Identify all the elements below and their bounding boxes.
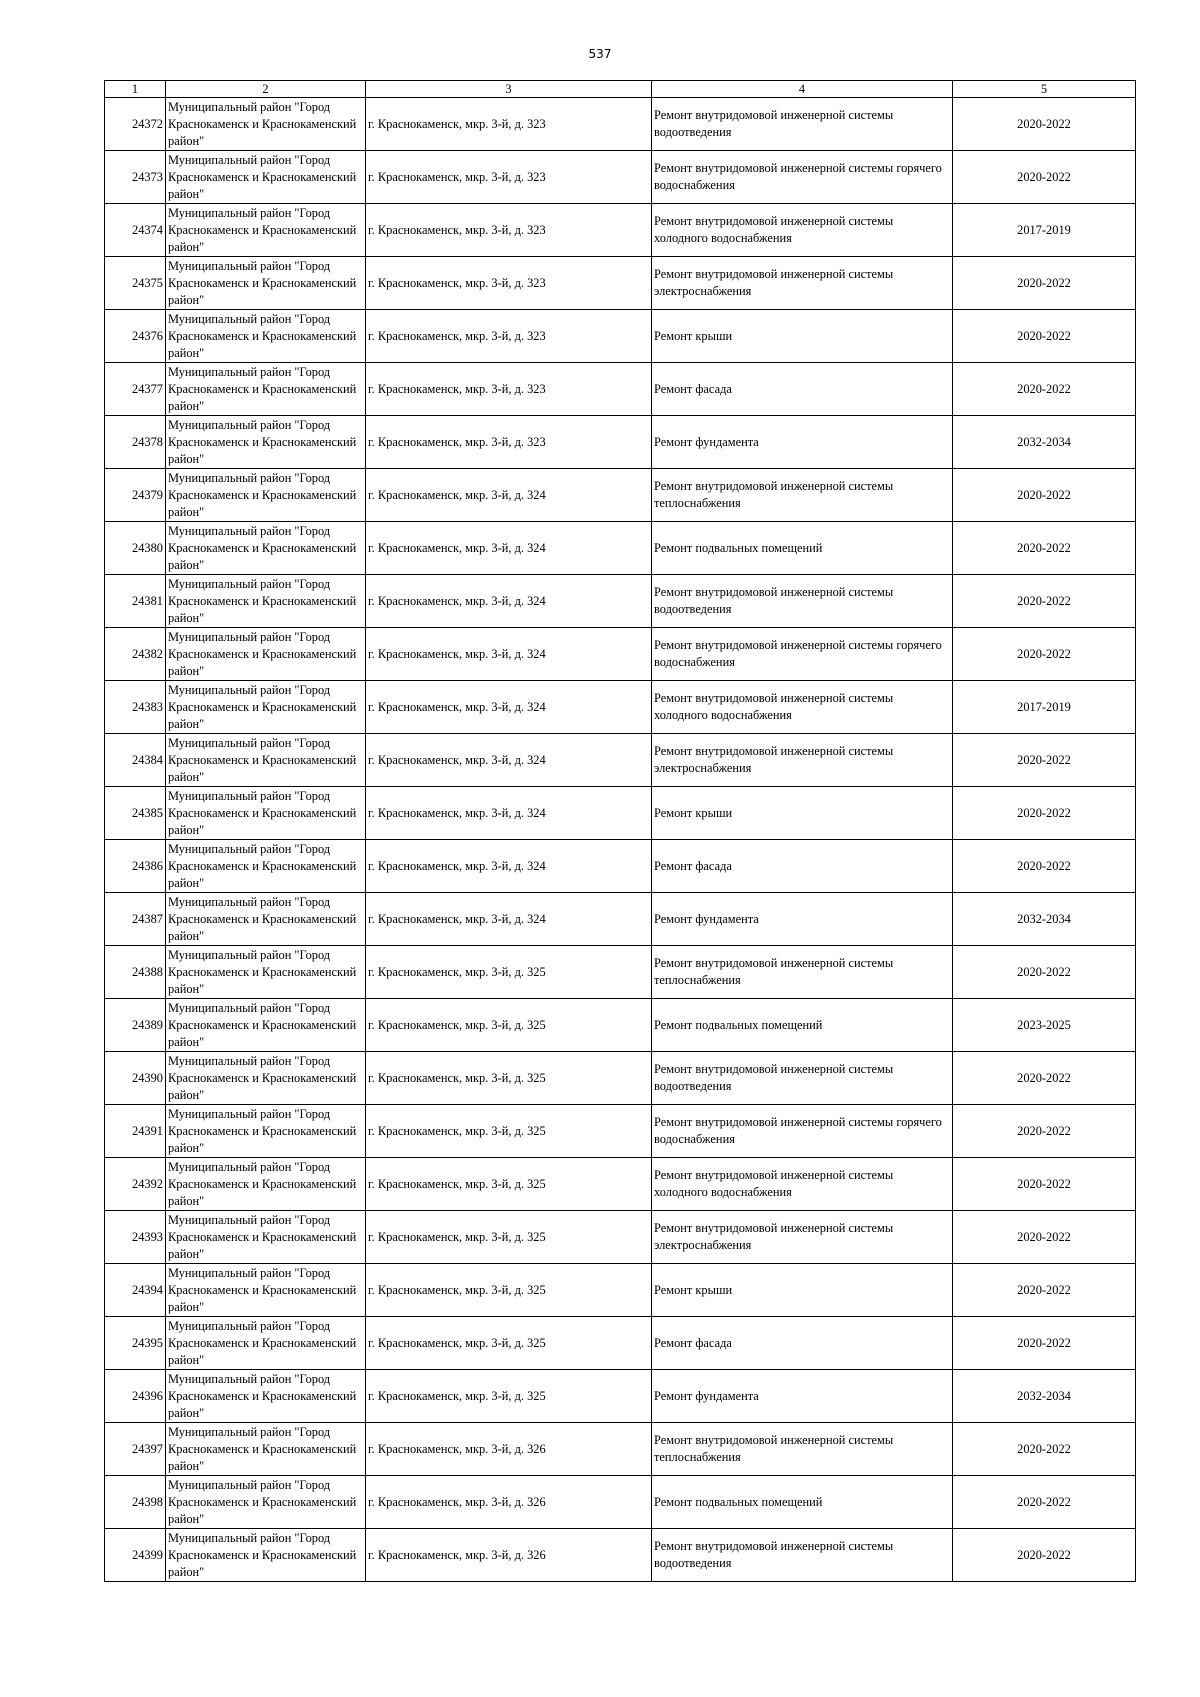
row-number: 24399: [105, 1529, 166, 1582]
work-type-cell: Ремонт внутридомовой инженерной системы водоотведения: [652, 1052, 953, 1105]
work-type-cell: Ремонт внутридомовой инженерной системы горячего водоснабжения: [652, 151, 953, 204]
municipality-cell: Муниципальный район "Город Краснокаменск и Краснокаменский район": [166, 151, 366, 204]
table-row: [105, 681, 1136, 734]
work-type-cell: Ремонт крыши: [652, 1264, 953, 1317]
period-cell: 2020-2022: [953, 1105, 1136, 1158]
period-cell: 2020-2022: [953, 1423, 1136, 1476]
work-type-cell: Ремонт фасада: [652, 840, 953, 893]
address-cell: г. Краснокаменск, мкр. 3-й, д. 323: [366, 310, 652, 363]
address-cell: г. Краснокаменск, мкр. 3-й, д. 324: [366, 734, 652, 787]
table-row: [105, 416, 1136, 469]
period-cell: 2020-2022: [953, 522, 1136, 575]
work-type-cell: Ремонт внутридомовой инженерной системы электроснабжения: [652, 734, 953, 787]
address-cell: г. Краснокаменск, мкр. 3-й, д. 324: [366, 522, 652, 575]
table-row: [105, 999, 1136, 1052]
row-number: 24397: [105, 1423, 166, 1476]
row-number: 24398: [105, 1476, 166, 1529]
column-header-5: 5: [953, 81, 1136, 98]
table-row: [105, 363, 1136, 416]
row-number: 24396: [105, 1370, 166, 1423]
table-row: [105, 1529, 1136, 1582]
period-cell: 2020-2022: [953, 1052, 1136, 1105]
address-cell: г. Краснокаменск, мкр. 3-й, д. 324: [366, 681, 652, 734]
work-type-cell: Ремонт внутридомовой инженерной системы холодного водоснабжения: [652, 1158, 953, 1211]
municipality-cell: Муниципальный район "Город Краснокаменск и Краснокаменский район": [166, 1529, 366, 1582]
municipality-cell: Муниципальный район "Город Краснокаменск и Краснокаменский район": [166, 257, 366, 310]
work-type-cell: Ремонт внутридомовой инженерной системы горячего водоснабжения: [652, 628, 953, 681]
row-number: 24372: [105, 98, 166, 151]
row-number: 24391: [105, 1105, 166, 1158]
table-row: [105, 310, 1136, 363]
table-row: [105, 1423, 1136, 1476]
work-type-cell: Ремонт фасада: [652, 363, 953, 416]
work-type-cell: Ремонт фундамента: [652, 893, 953, 946]
table-row: [105, 1476, 1136, 1529]
period-cell: 2020-2022: [953, 1529, 1136, 1582]
table-header: [105, 81, 1136, 98]
table-row: [105, 1317, 1136, 1370]
municipality-cell: Муниципальный район "Город Краснокаменск и Краснокаменский район": [166, 1211, 366, 1264]
work-type-cell: Ремонт внутридомовой инженерной системы водоотведения: [652, 1529, 953, 1582]
municipality-cell: Муниципальный район "Город Краснокаменск и Краснокаменский район": [166, 628, 366, 681]
address-cell: г. Краснокаменск, мкр. 3-й, д. 325: [366, 999, 652, 1052]
work-type-cell: Ремонт фасада: [652, 1317, 953, 1370]
address-cell: г. Краснокаменск, мкр. 3-й, д. 324: [366, 628, 652, 681]
period-cell: 2020-2022: [953, 363, 1136, 416]
table-row: [105, 1052, 1136, 1105]
period-cell: 2020-2022: [953, 257, 1136, 310]
table-row: [105, 257, 1136, 310]
row-number: 24384: [105, 734, 166, 787]
row-number: 24387: [105, 893, 166, 946]
table-row: [105, 98, 1136, 151]
address-cell: г. Краснокаменск, мкр. 3-й, д. 325: [366, 946, 652, 999]
row-number: 24386: [105, 840, 166, 893]
address-cell: г. Краснокаменск, мкр. 3-й, д. 325: [366, 1264, 652, 1317]
municipality-cell: Муниципальный район "Город Краснокаменск и Краснокаменский район": [166, 363, 366, 416]
municipality-cell: Муниципальный район "Город Краснокаменск и Краснокаменский район": [166, 416, 366, 469]
row-number: 24393: [105, 1211, 166, 1264]
period-cell: 2032-2034: [953, 1370, 1136, 1423]
address-cell: г. Краснокаменск, мкр. 3-й, д. 325: [366, 1370, 652, 1423]
work-type-cell: Ремонт внутридомовой инженерной системы теплоснабжения: [652, 946, 953, 999]
municipality-cell: Муниципальный район "Город Краснокаменск и Краснокаменский район": [166, 681, 366, 734]
address-cell: г. Краснокаменск, мкр. 3-й, д. 325: [366, 1317, 652, 1370]
address-cell: г. Краснокаменск, мкр. 3-й, д. 325: [366, 1158, 652, 1211]
work-type-cell: Ремонт фундамента: [652, 1370, 953, 1423]
work-type-cell: Ремонт крыши: [652, 787, 953, 840]
municipality-cell: Муниципальный район "Город Краснокаменск и Краснокаменский район": [166, 1264, 366, 1317]
period-cell: 2020-2022: [953, 1264, 1136, 1317]
municipality-cell: Муниципальный район "Город Краснокаменск и Краснокаменский район": [166, 1052, 366, 1105]
work-type-cell: Ремонт внутридомовой инженерной системы теплоснабжения: [652, 1423, 953, 1476]
column-header-1: 1: [105, 81, 166, 98]
period-cell: 2032-2034: [953, 893, 1136, 946]
period-cell: 2020-2022: [953, 1211, 1136, 1264]
row-number: 24390: [105, 1052, 166, 1105]
municipality-cell: Муниципальный район "Город Краснокаменск и Краснокаменский район": [166, 469, 366, 522]
table-row: [105, 1211, 1136, 1264]
work-type-cell: Ремонт внутридомовой инженерной системы горячего водоснабжения: [652, 1105, 953, 1158]
municipality-cell: Муниципальный район "Город Краснокаменск и Краснокаменский район": [166, 310, 366, 363]
period-cell: 2020-2022: [953, 310, 1136, 363]
table-row: [105, 575, 1136, 628]
table-row: [105, 946, 1136, 999]
municipality-cell: Муниципальный район "Город Краснокаменск и Краснокаменский район": [166, 787, 366, 840]
municipality-cell: Муниципальный район "Город Краснокаменск и Краснокаменский район": [166, 1370, 366, 1423]
table-body: [105, 98, 1136, 1582]
row-number: 24382: [105, 628, 166, 681]
row-number: 24375: [105, 257, 166, 310]
table-row: [105, 893, 1136, 946]
address-cell: г. Краснокаменск, мкр. 3-й, д. 323: [366, 363, 652, 416]
period-cell: 2020-2022: [953, 469, 1136, 522]
work-type-cell: Ремонт внутридомовой инженерной системы водоотведения: [652, 575, 953, 628]
municipality-cell: Муниципальный район "Город Краснокаменск и Краснокаменский район": [166, 98, 366, 151]
period-cell: 2020-2022: [953, 575, 1136, 628]
row-number: 24373: [105, 151, 166, 204]
work-type-cell: Ремонт фундамента: [652, 416, 953, 469]
period-cell: 2017-2019: [953, 681, 1136, 734]
municipality-cell: Муниципальный район "Город Краснокаменск и Краснокаменский район": [166, 893, 366, 946]
period-cell: 2020-2022: [953, 628, 1136, 681]
address-cell: г. Краснокаменск, мкр. 3-й, д. 324: [366, 575, 652, 628]
period-cell: 2020-2022: [953, 1476, 1136, 1529]
work-type-cell: Ремонт внутридомовой инженерной системы холодного водоснабжения: [652, 681, 953, 734]
address-cell: г. Краснокаменск, мкр. 3-й, д. 326: [366, 1423, 652, 1476]
column-header-4: 4: [652, 81, 953, 98]
municipality-cell: Муниципальный район "Город Краснокаменск и Краснокаменский район": [166, 840, 366, 893]
municipality-cell: Муниципальный район "Город Краснокаменск и Краснокаменский район": [166, 1423, 366, 1476]
row-number: 24379: [105, 469, 166, 522]
table-row: [105, 734, 1136, 787]
address-cell: г. Краснокаменск, мкр. 3-й, д. 323: [366, 204, 652, 257]
table-row: [105, 628, 1136, 681]
row-number: 24392: [105, 1158, 166, 1211]
municipality-cell: Муниципальный район "Город Краснокаменск и Краснокаменский район": [166, 946, 366, 999]
work-type-cell: Ремонт крыши: [652, 310, 953, 363]
work-type-cell: Ремонт внутридомовой инженерной системы электроснабжения: [652, 257, 953, 310]
address-cell: г. Краснокаменск, мкр. 3-й, д. 326: [366, 1476, 652, 1529]
address-cell: г. Краснокаменск, мкр. 3-й, д. 324: [366, 469, 652, 522]
period-cell: 2020-2022: [953, 734, 1136, 787]
row-number: 24374: [105, 204, 166, 257]
address-cell: г. Краснокаменск, мкр. 3-й, д. 325: [366, 1211, 652, 1264]
address-cell: г. Краснокаменск, мкр. 3-й, д. 324: [366, 787, 652, 840]
period-cell: 2023-2025: [953, 999, 1136, 1052]
table-row: [105, 1264, 1136, 1317]
table-row: [105, 840, 1136, 893]
column-header-3: 3: [366, 81, 652, 98]
table-row: [105, 1158, 1136, 1211]
row-number: 24395: [105, 1317, 166, 1370]
municipality-cell: Муниципальный район "Город Краснокаменск и Краснокаменский район": [166, 734, 366, 787]
work-type-cell: Ремонт подвальных помещений: [652, 999, 953, 1052]
row-number: 24378: [105, 416, 166, 469]
municipality-cell: Муниципальный район "Город Краснокаменск и Краснокаменский район": [166, 1317, 366, 1370]
row-number: 24376: [105, 310, 166, 363]
row-number: 24381: [105, 575, 166, 628]
row-number: 24383: [105, 681, 166, 734]
municipality-cell: Муниципальный район "Город Краснокаменск и Краснокаменский район": [166, 575, 366, 628]
period-cell: 2020-2022: [953, 1158, 1136, 1211]
work-type-cell: Ремонт подвальных помещений: [652, 1476, 953, 1529]
period-cell: 2020-2022: [953, 787, 1136, 840]
work-type-cell: Ремонт внутридомовой инженерной системы теплоснабжения: [652, 469, 953, 522]
municipality-cell: Муниципальный район "Город Краснокаменск и Краснокаменский район": [166, 204, 366, 257]
row-number: 24388: [105, 946, 166, 999]
address-cell: г. Краснокаменск, мкр. 3-й, д. 325: [366, 1105, 652, 1158]
municipality-cell: Муниципальный район "Город Краснокаменск и Краснокаменский район": [166, 522, 366, 575]
period-cell: 2020-2022: [953, 840, 1136, 893]
table-row: [105, 1105, 1136, 1158]
period-cell: 2020-2022: [953, 98, 1136, 151]
work-type-cell: Ремонт внутридомовой инженерной системы холодного водоснабжения: [652, 204, 953, 257]
period-cell: 2020-2022: [953, 946, 1136, 999]
period-cell: 2032-2034: [953, 416, 1136, 469]
period-cell: 2017-2019: [953, 204, 1136, 257]
work-type-cell: Ремонт подвальных помещений: [652, 522, 953, 575]
repair-schedule-table: [104, 80, 1136, 1582]
address-cell: г. Краснокаменск, мкр. 3-й, д. 323: [366, 257, 652, 310]
work-type-cell: Ремонт внутридомовой инженерной системы водоотведения: [652, 98, 953, 151]
table-row: [105, 151, 1136, 204]
period-cell: 2020-2022: [953, 1317, 1136, 1370]
address-cell: г. Краснокаменск, мкр. 3-й, д. 324: [366, 840, 652, 893]
address-cell: г. Краснокаменск, мкр. 3-й, д. 323: [366, 151, 652, 204]
municipality-cell: Муниципальный район "Город Краснокаменск и Краснокаменский район": [166, 1105, 366, 1158]
row-number: 24394: [105, 1264, 166, 1317]
address-cell: г. Краснокаменск, мкр. 3-й, д. 324: [366, 893, 652, 946]
period-cell: 2020-2022: [953, 151, 1136, 204]
page-number: 537: [588, 47, 612, 61]
table-row: [105, 787, 1136, 840]
address-cell: г. Краснокаменск, мкр. 3-й, д. 323: [366, 416, 652, 469]
address-cell: г. Краснокаменск, мкр. 3-й, д. 326: [366, 1529, 652, 1582]
municipality-cell: Муниципальный район "Город Краснокаменск и Краснокаменский район": [166, 999, 366, 1052]
municipality-cell: Муниципальный район "Город Краснокаменск и Краснокаменский район": [166, 1158, 366, 1211]
address-cell: г. Краснокаменск, мкр. 3-й, д. 323: [366, 98, 652, 151]
municipality-cell: Муниципальный район "Город Краснокаменск и Краснокаменский район": [166, 1476, 366, 1529]
table-row: [105, 522, 1136, 575]
header-row: [105, 81, 1136, 98]
row-number: 24385: [105, 787, 166, 840]
work-type-cell: Ремонт внутридомовой инженерной системы электроснабжения: [652, 1211, 953, 1264]
table-row: [105, 204, 1136, 257]
row-number: 24389: [105, 999, 166, 1052]
row-number: 24380: [105, 522, 166, 575]
column-header-2: 2: [166, 81, 366, 98]
table-row: [105, 469, 1136, 522]
table-row: [105, 1370, 1136, 1423]
row-number: 24377: [105, 363, 166, 416]
address-cell: г. Краснокаменск, мкр. 3-й, д. 325: [366, 1052, 652, 1105]
